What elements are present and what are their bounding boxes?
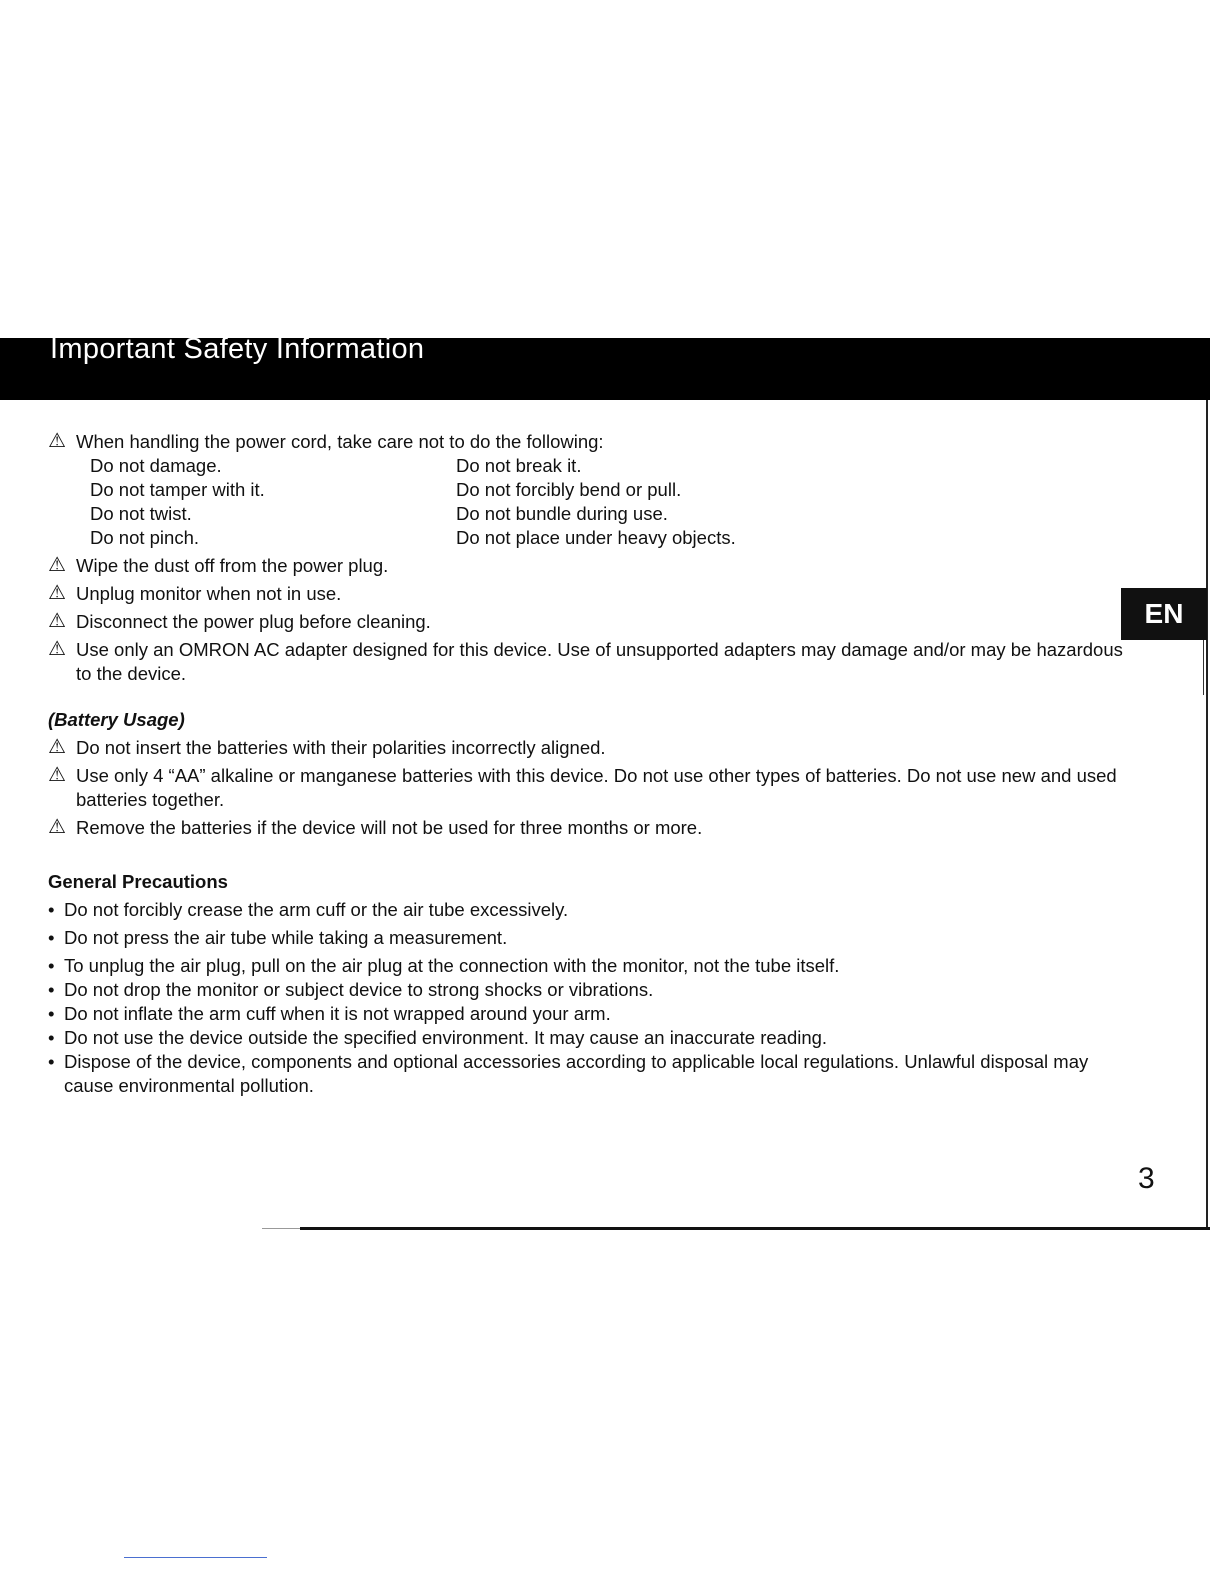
list-item: Do not twist. — [90, 503, 192, 524]
warning-item — [48, 610, 1123, 634]
warning-triangle-icon: ⚠ — [48, 816, 66, 838]
power-cord-list — [48, 454, 1123, 550]
list-item — [48, 1002, 1123, 1026]
warning-text: Unplug monitor when not in use. — [76, 583, 342, 604]
list-item — [48, 978, 1123, 1002]
list-item — [48, 926, 1123, 950]
list-item: Do not forcibly bend or pull. — [456, 479, 682, 500]
list-item — [48, 1026, 1123, 1050]
general-precautions-heading: General Precautions — [48, 871, 228, 892]
bottom-rule — [300, 1227, 1210, 1230]
bullet-icon: • — [48, 1027, 55, 1048]
safety-content — [48, 430, 1123, 1098]
bullet-icon: • — [48, 927, 55, 948]
tab-rule — [1203, 640, 1204, 695]
warning-text: Do not insert the batteries with their polarities incorrectly aligned. — [76, 737, 606, 758]
list-item — [48, 954, 1123, 978]
list-item: Do not damage. — [90, 455, 222, 476]
warning-item — [48, 816, 1123, 840]
list-item-text: To unplug the air plug, pull on the air plug at the connection with the monitor, not the tube itself. — [64, 955, 840, 976]
warning-text: Use only an OMRON AC adapter designed for this device. Use of unsupported adapters may damage and/or may be hazardous to the device. — [76, 639, 1123, 684]
bullet-icon: • — [48, 1003, 55, 1024]
list-item-text: Do not press the air tube while taking a measurement. — [64, 927, 508, 948]
bullet-icon: • — [48, 979, 55, 1000]
bottom-rule-faint — [262, 1228, 302, 1229]
warning-item — [48, 554, 1123, 578]
battery-heading: (Battery Usage) — [48, 709, 185, 730]
warning-triangle-icon: ⚠ — [48, 764, 66, 786]
list-item: Do not break it. — [456, 455, 582, 476]
bullet-icon: • — [48, 955, 55, 976]
power-cord-intro: When handling the power cord, take care not to do the following: — [76, 431, 604, 452]
list-item: Do not pinch. — [90, 527, 200, 548]
warning-triangle-icon: ⚠ — [48, 554, 66, 576]
warning-text: Wipe the dust off from the power plug. — [76, 555, 389, 576]
warning-item — [48, 764, 1123, 812]
warning-triangle-icon: ⚠ — [48, 638, 66, 660]
page-title: Important Safety Information — [50, 333, 425, 365]
list-item-text: Dispose of the device, components and optional accessories according to applicable local regulations. Unlawful disposal may cause environmental pollution. — [64, 1051, 1089, 1096]
warning-text: Use only 4 “AA” alkaline or manganese batteries with this device. Do not use other types of batteries. Do not use new and used batteries together. — [76, 765, 1117, 810]
list-item — [48, 1050, 1123, 1098]
page-number: 3 — [1138, 1162, 1155, 1195]
list-item: Do not bundle during use. — [456, 503, 668, 524]
footer-line — [124, 1557, 267, 1558]
list-item — [48, 898, 1123, 922]
power-cord-col-right — [456, 454, 856, 550]
list-item: Do not place under heavy objects. — [456, 527, 736, 548]
power-cord-col-left — [90, 454, 456, 550]
warning-triangle-icon: ⚠ — [48, 736, 66, 758]
list-item: Do not tamper with it. — [90, 479, 265, 500]
warning-item — [48, 736, 1123, 760]
warning-text: Remove the batteries if the device will not be used for three months or more. — [76, 817, 703, 838]
list-item-text: Do not forcibly crease the arm cuff or the air tube excessively. — [64, 899, 569, 920]
bullet-icon: • — [48, 1051, 55, 1072]
right-margin-rule — [1206, 400, 1208, 1230]
warning-triangle-icon: ⚠ — [48, 430, 66, 452]
warning-triangle-icon: ⚠ — [48, 582, 66, 604]
power-cord-warning — [48, 430, 1123, 454]
warning-text: Disconnect the power plug before cleaning. — [76, 611, 431, 632]
bullet-icon: • — [48, 899, 55, 920]
list-item-text: Do not inflate the arm cuff when it is not wrapped around your arm. — [64, 1003, 611, 1024]
list-item-text: Do not drop the monitor or subject device to strong shocks or vibrations. — [64, 979, 654, 1000]
language-tab: EN — [1121, 588, 1207, 640]
warning-item — [48, 638, 1123, 686]
list-item-text: Do not use the device outside the specified environment. It may cause an inaccurate reading. — [64, 1027, 828, 1048]
warning-triangle-icon: ⚠ — [48, 610, 66, 632]
warning-item — [48, 582, 1123, 606]
